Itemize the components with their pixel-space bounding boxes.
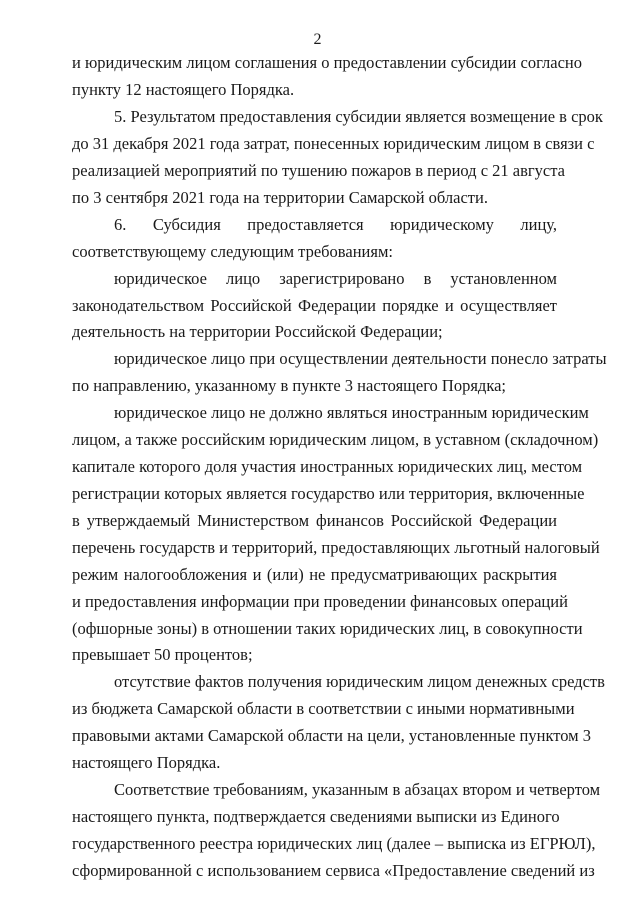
text-line: (офшорные зоны) в отношении таких юридических лиц, в совокупности bbox=[72, 619, 583, 638]
text-line: соответствующему следующим требованиям: bbox=[72, 242, 393, 261]
page-number: 2 bbox=[313, 31, 322, 48]
text-line: перечень государств и территорий, предоставляющих льготный налоговый bbox=[72, 538, 600, 557]
text-line: юридическое лицо зарегистрировано в установленном bbox=[114, 269, 557, 288]
text-line: юридическое лицо при осуществлении деятельности понесло затраты bbox=[114, 349, 607, 368]
text-line: из бюджета Самарской области в соответствии с иными нормативными bbox=[72, 699, 575, 718]
text-line: 6. Субсидия предоставляется юридическому лицу, bbox=[114, 215, 557, 234]
text-line: регистрации которых является государство или территория, включенные bbox=[72, 484, 585, 503]
text-line: Соответствие требованиям, указанным в абзацах втором и четвертом bbox=[114, 780, 601, 799]
text-line: настоящего пункта, подтверждается сведениями выписки из Единого bbox=[72, 807, 560, 826]
text-line: юридическое лицо не должно являться иностранным юридическим bbox=[114, 403, 589, 422]
text-line: по направлению, указанному в пункте 3 настоящего Порядка; bbox=[72, 376, 506, 395]
text-line: превышает 50 процентов; bbox=[72, 645, 253, 664]
text-line: настоящего Порядка. bbox=[72, 753, 221, 772]
text-line: до 31 декабря 2021 года затрат, понесенных юридическим лицом в связи с bbox=[72, 134, 595, 153]
text-line: деятельность на территории Российской Федерации; bbox=[72, 322, 443, 341]
text-line: отсутствие фактов получения юридическим лицом денежных средств bbox=[114, 672, 605, 691]
text-line: 5. Результатом предоставления субсидии является возмещение в срок bbox=[114, 107, 603, 126]
text-line: лицом, а также российским юридическим лицом, в уставном (складочном) bbox=[72, 430, 599, 449]
text-line: сформированной с использованием сервиса «Предоставление сведений из bbox=[72, 861, 595, 880]
text-line: реализацией мероприятий по тушению пожаров в период с 21 августа bbox=[72, 161, 565, 180]
text-line: государственного реестра юридических лиц (далее – выписка из ЕГРЮЛ), bbox=[72, 834, 596, 853]
text-line: по 3 сентября 2021 года на территории Самарской области. bbox=[72, 188, 488, 207]
text-line: и предоставления информации при проведении финансовых операций bbox=[72, 592, 568, 611]
text-line: правовыми актами Самарской области на цели, установленные пунктом 3 bbox=[72, 726, 591, 745]
text-line: в утверждаемый Министерством финансов Российской Федерации bbox=[72, 511, 557, 530]
text-line: режим налогообложения и (или) не предусматривающих раскрытия bbox=[72, 565, 557, 584]
text-line: и юридическим лицом соглашения о предоставлении субсидии согласно bbox=[72, 53, 582, 72]
text-line: пункту 12 настоящего Порядка. bbox=[72, 80, 295, 99]
text-line: законодательством Российской Федерации порядке и осуществляет bbox=[72, 296, 557, 315]
text-line: капитале которого доля участия иностранных юридических лиц, местом bbox=[72, 457, 583, 476]
